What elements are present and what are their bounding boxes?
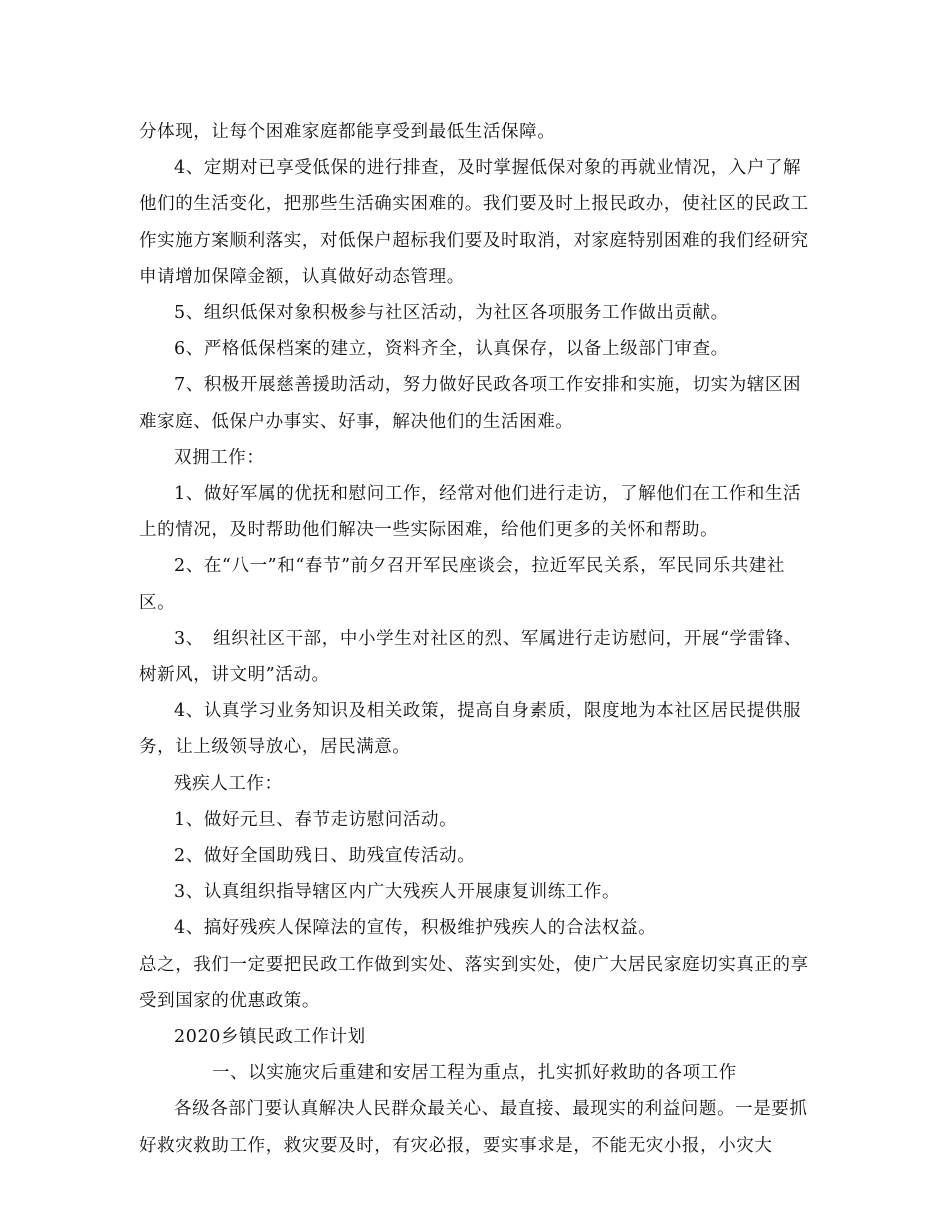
paragraph-item-7-charity: 7、积极开展慈善援助活动，努力做好民政各项工作安排和实施，切实为辖区困难家庭、低保户办事实、好事，解决他们的生活困难。: [139, 375, 802, 432]
paragraph-item-4-periodic-check: 4、定期对已享受低保的进行排查，及时掌握低保对象的再就业情况，入户了解他们的生活变化，把那些生活确实困难的。我们要及时上报民政办，使社区的民政工作实施方案顺利落实，对低保户超标我们要及时取消，对家庭特别困难的我们经研究申请增加保障金额，认真做好动态管理。: [139, 158, 809, 287]
paragraph-disabled-4: 4、搞好残疾人保障法的宣传，积极维护残疾人的合法权益。: [174, 918, 657, 939]
paragraph-disabled-1: 1、做好元旦、春节走访慰问活动。: [174, 809, 458, 830]
paragraph-item-6-archives: 6、严格低保档案的建立，资料齐全，认真保存，以备上级部门审查。: [174, 339, 729, 360]
paragraph-item-5-community-activities: 5、组织低保对象积极参与社区活动，为社区各项服务工作做出贡献。: [174, 303, 729, 324]
section-heading-disabled-work: 残疾人工作：: [174, 773, 283, 794]
document-body: [139, 114, 819, 1164]
paragraph-disabled-2: 2、做好全国助残日、助残宣传活动。: [174, 846, 476, 867]
paragraph-double-support-2: 2、在“八一”和“春节”前夕召开军民座谈会，拉近军民关系，军民同乐共建社区。: [139, 556, 786, 613]
section-heading-reconstruction: 一、以实施灾后重建和安居工程为重点，扎实抓好救助的各项工作: [212, 1063, 737, 1084]
paragraph-continuation: 分体现，让每个困难家庭都能享受到最低生活保障。: [139, 122, 556, 142]
paragraph-disabled-3: 3、认真组织指导辖区内广大残疾人开展康复训练工作。: [174, 882, 621, 903]
paragraph-double-support-1: 1、做好军属的优抚和慰问工作，经常对他们进行走访，了解他们在工作和生活上的情况，及时帮助他们解决一些实际困难，给他们更多的关怀和帮助。: [139, 484, 802, 541]
document-title-2020-plan: 2020乡镇民政工作计划: [174, 1027, 366, 1048]
paragraph-double-support-4: 4、认真学习业务知识及相关政策，提高自身素质，限度地为本社区居民提供服务，让上级领导放心，居民满意。: [139, 701, 802, 758]
paragraph-double-support-3: 3、 组织社区干部，中小学生对社区的烈、军属进行走访慰问，开展“学雷锋、树新风，讲文明”活动。: [139, 628, 802, 686]
section-heading-double-support: 双拥工作：: [174, 447, 265, 468]
paragraph-reconstruction-body: 各级各部门要认真解决人民群众最关心、最直接、最现实的利益问题。一是要抓好救灾救助工作，救灾要及时，有灾必报，要实事求是，不能无灾小报，小灾大: [139, 1099, 808, 1156]
paragraph-summary: 总之，我们一定要把民政工作做到实处、落实到实处，使广大居民家庭切实真正的享受到国家的优惠政策。: [139, 954, 809, 1011]
